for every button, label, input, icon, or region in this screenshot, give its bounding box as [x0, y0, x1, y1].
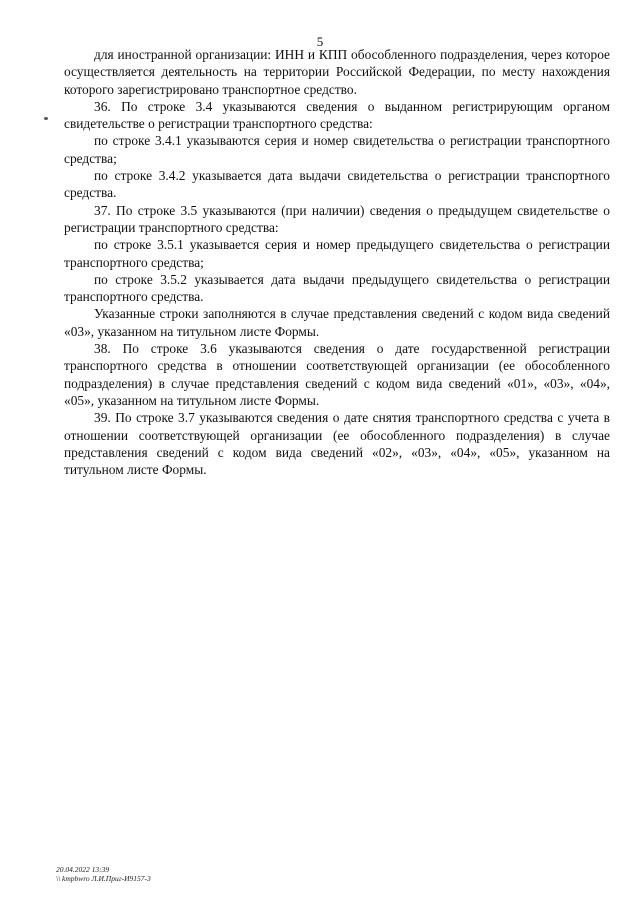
paragraph-39: 39. По строке 3.7 указываются сведения о дате снятия транспортного средства с учета в отношении соответствующей организации (ее обособленного подразделения) в случае представления сведений с кодом вида сведений «02», «03», «04», «05», указанном на титульном листе Формы.	[64, 410, 610, 478]
paragraph-lines-filled: Указанные строки заполняются в случае представления сведений с кодом вида сведений «03», указанном на титульном листе Формы.	[64, 306, 610, 339]
paragraph-foreign-org: для иностранной организации: ИНН и КПП обособленного подразделения, через которое осуществляется деятельность на территории Российской Федерации, по месту нахождения которого зарегистрировано транспортное средство.	[64, 47, 610, 97]
paragraph-37: 37. По строке 3.5 указываются (при наличии) сведения о предыдущем свидетельстве о регистрации транспортного средства:	[64, 202, 610, 235]
footer-timestamp: 20.04.2022 13:39	[56, 865, 110, 874]
paragraph-38: 38. По строке 3.6 указываются сведения о дате государственной регистрации транспортного средства в отношении соответствующей организации (ее обособленного подразделения) в случае представления сведений с кодом вида сведений «01», «03», «04», «05», указанном на титульном листе Формы.	[64, 341, 610, 408]
footer-document-id: \\ kmpbwro Л.И.Приг-И9157-3	[56, 874, 151, 883]
page-number: 5	[316, 34, 324, 49]
scan-artifact	[44, 117, 48, 120]
paragraph-3-5-2: по строке 3.5.2 указывается дата выдачи предыдущего свидетельства о регистрации транспортного средства.	[64, 271, 610, 305]
paragraph-3-4-1: по строке 3.4.1 указываются серия и номер свидетельства о регистрации транспортного средства;	[64, 133, 610, 166]
document-body	[64, 46, 610, 478]
paragraph-3-4-2: по строке 3.4.2 указывается дата выдачи свидетельства о регистрации транспортного средства.	[64, 168, 610, 201]
paragraph-36: 36. По строке 3.4 указываются сведения о выданном регистрирующим органом свидетельстве о регистрации транспортного средства:	[64, 98, 610, 132]
paragraph-3-5-1: по строке 3.5.1 указывается серия и номер предыдущего свидетельства о регистрации транспортного средства;	[64, 237, 610, 270]
footer-stamp	[56, 865, 151, 883]
